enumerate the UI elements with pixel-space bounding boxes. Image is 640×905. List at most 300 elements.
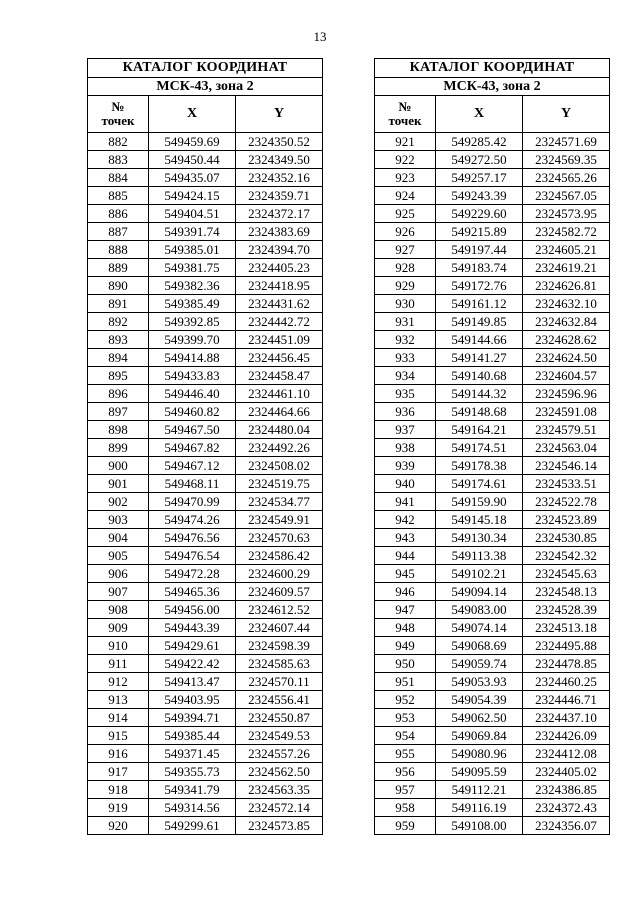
cell-point-number: 899 <box>88 439 149 457</box>
cell-point-number: 920 <box>88 817 149 835</box>
cell-point-number: 893 <box>88 331 149 349</box>
cell-y: 2324605.21 <box>523 241 610 259</box>
table-row <box>375 763 610 781</box>
table-row <box>88 817 323 835</box>
cell-x: 549392.85 <box>149 313 236 331</box>
cell-x: 549391.74 <box>149 223 236 241</box>
cell-x: 549069.84 <box>436 727 523 745</box>
cell-x: 549422.42 <box>149 655 236 673</box>
cell-x: 549062.50 <box>436 709 523 727</box>
cell-y: 2324446.71 <box>523 691 610 709</box>
table-row <box>88 583 323 601</box>
cell-x: 549399.70 <box>149 331 236 349</box>
cell-point-number: 912 <box>88 673 149 691</box>
cell-point-number: 934 <box>375 367 436 385</box>
cell-y: 2324545.63 <box>523 565 610 583</box>
table-row <box>88 385 323 403</box>
cell-point-number: 895 <box>88 367 149 385</box>
table-row <box>375 745 610 763</box>
table-row <box>88 241 323 259</box>
cell-point-number: 914 <box>88 709 149 727</box>
cell-point-number: 926 <box>375 223 436 241</box>
table-row <box>375 529 610 547</box>
cell-point-number: 918 <box>88 781 149 799</box>
cell-y: 2324456.45 <box>236 349 323 367</box>
cell-x: 549460.82 <box>149 403 236 421</box>
column-header-points-word: точек <box>388 113 422 128</box>
table-row <box>88 727 323 745</box>
cell-y: 2324598.39 <box>236 637 323 655</box>
cell-x: 549443.39 <box>149 619 236 637</box>
cell-point-number: 929 <box>375 277 436 295</box>
table-title: КАТАЛОГ КООРДИНАТ <box>88 59 323 78</box>
cell-y: 2324461.10 <box>236 385 323 403</box>
cell-y: 2324350.52 <box>236 133 323 151</box>
cell-x: 549385.01 <box>149 241 236 259</box>
column-header-points-word: точек <box>101 113 135 128</box>
cell-y: 2324600.29 <box>236 565 323 583</box>
table-row <box>88 619 323 637</box>
table-row <box>88 709 323 727</box>
cell-x: 549476.56 <box>149 529 236 547</box>
table-row <box>375 799 610 817</box>
cell-y: 2324394.70 <box>236 241 323 259</box>
cell-y: 2324562.50 <box>236 763 323 781</box>
cell-point-number: 921 <box>375 133 436 151</box>
cell-x: 549095.59 <box>436 763 523 781</box>
cell-point-number: 938 <box>375 439 436 457</box>
cell-point-number: 904 <box>88 529 149 547</box>
cell-y: 2324412.08 <box>523 745 610 763</box>
cell-point-number: 907 <box>88 583 149 601</box>
cell-point-number: 937 <box>375 421 436 439</box>
cell-y: 2324626.81 <box>523 277 610 295</box>
cell-x: 549371.45 <box>149 745 236 763</box>
cell-y: 2324405.23 <box>236 259 323 277</box>
table-row <box>88 403 323 421</box>
cell-y: 2324437.10 <box>523 709 610 727</box>
cell-x: 549299.61 <box>149 817 236 835</box>
cell-point-number: 898 <box>88 421 149 439</box>
cell-point-number: 939 <box>375 457 436 475</box>
column-header-y: Y <box>236 96 323 133</box>
cell-x: 549074.14 <box>436 619 523 637</box>
cell-y: 2324508.02 <box>236 457 323 475</box>
cell-y: 2324534.77 <box>236 493 323 511</box>
cell-point-number: 924 <box>375 187 436 205</box>
cell-point-number: 958 <box>375 799 436 817</box>
table-row <box>88 151 323 169</box>
table-row <box>375 313 610 331</box>
cell-y: 2324528.39 <box>523 601 610 619</box>
table-row <box>88 781 323 799</box>
cell-x: 549414.88 <box>149 349 236 367</box>
cell-x: 549272.50 <box>436 151 523 169</box>
cell-y: 2324565.26 <box>523 169 610 187</box>
cell-x: 549174.61 <box>436 475 523 493</box>
cell-x: 549130.34 <box>436 529 523 547</box>
cell-point-number: 886 <box>88 205 149 223</box>
cell-x: 549385.44 <box>149 727 236 745</box>
table-row <box>375 727 610 745</box>
cell-x: 549174.51 <box>436 439 523 457</box>
coordinate-catalog-table-left <box>87 58 323 835</box>
table-row <box>88 331 323 349</box>
cell-x: 549140.68 <box>436 367 523 385</box>
cell-point-number: 916 <box>88 745 149 763</box>
table-row <box>375 187 610 205</box>
table-row <box>88 493 323 511</box>
cell-point-number: 892 <box>88 313 149 331</box>
cell-y: 2324557.26 <box>236 745 323 763</box>
cell-point-number: 948 <box>375 619 436 637</box>
table-row <box>88 367 323 385</box>
table-row <box>88 205 323 223</box>
cell-point-number: 897 <box>88 403 149 421</box>
cell-x: 549456.00 <box>149 601 236 619</box>
table-row <box>88 655 323 673</box>
table-row <box>88 601 323 619</box>
table-row <box>88 349 323 367</box>
cell-x: 549435.07 <box>149 169 236 187</box>
cell-y: 2324426.09 <box>523 727 610 745</box>
table-row <box>375 385 610 403</box>
cell-y: 2324628.62 <box>523 331 610 349</box>
cell-y: 2324596.96 <box>523 385 610 403</box>
cell-y: 2324586.42 <box>236 547 323 565</box>
cell-point-number: 928 <box>375 259 436 277</box>
table-row <box>375 457 610 475</box>
table-row <box>375 493 610 511</box>
cell-y: 2324570.63 <box>236 529 323 547</box>
cell-point-number: 919 <box>88 799 149 817</box>
cell-x: 549468.11 <box>149 475 236 493</box>
cell-y: 2324478.85 <box>523 655 610 673</box>
cell-point-number: 959 <box>375 817 436 835</box>
cell-x: 549215.89 <box>436 223 523 241</box>
cell-x: 549424.15 <box>149 187 236 205</box>
table-title: КАТАЛОГ КООРДИНАТ <box>375 59 610 78</box>
cell-point-number: 935 <box>375 385 436 403</box>
column-header-x: X <box>149 96 236 133</box>
table-row <box>375 817 610 835</box>
cell-y: 2324523.89 <box>523 511 610 529</box>
cell-point-number: 955 <box>375 745 436 763</box>
table-row <box>88 637 323 655</box>
cell-x: 549083.00 <box>436 601 523 619</box>
cell-point-number: 887 <box>88 223 149 241</box>
table-row <box>375 169 610 187</box>
table-row <box>375 565 610 583</box>
cell-y: 2324609.57 <box>236 583 323 601</box>
table-body <box>88 133 323 835</box>
cell-y: 2324571.69 <box>523 133 610 151</box>
cell-x: 549053.93 <box>436 673 523 691</box>
cell-x: 549429.61 <box>149 637 236 655</box>
cell-point-number: 883 <box>88 151 149 169</box>
cell-x: 549243.39 <box>436 187 523 205</box>
cell-y: 2324405.02 <box>523 763 610 781</box>
cell-point-number: 884 <box>88 169 149 187</box>
table-row <box>375 295 610 313</box>
cell-y: 2324619.21 <box>523 259 610 277</box>
cell-x: 549413.47 <box>149 673 236 691</box>
table-row <box>88 565 323 583</box>
table-row <box>375 223 610 241</box>
table-row <box>375 259 610 277</box>
cell-x: 549080.96 <box>436 745 523 763</box>
cell-point-number: 903 <box>88 511 149 529</box>
table-row <box>88 169 323 187</box>
column-header-number-sign: № <box>398 99 412 114</box>
table-row <box>375 619 610 637</box>
table-row <box>375 691 610 709</box>
table-row <box>375 403 610 421</box>
cell-x: 549159.90 <box>436 493 523 511</box>
cell-x: 549116.19 <box>436 799 523 817</box>
cell-x: 549164.21 <box>436 421 523 439</box>
cell-x: 549178.38 <box>436 457 523 475</box>
table-row <box>88 745 323 763</box>
cell-y: 2324632.84 <box>523 313 610 331</box>
cell-y: 2324458.47 <box>236 367 323 385</box>
table-row <box>375 331 610 349</box>
cell-point-number: 952 <box>375 691 436 709</box>
cell-y: 2324612.52 <box>236 601 323 619</box>
cell-point-number: 940 <box>375 475 436 493</box>
cell-point-number: 922 <box>375 151 436 169</box>
table-subtitle: МСК-43, зона 2 <box>375 78 610 96</box>
cell-x: 549112.21 <box>436 781 523 799</box>
table-row <box>375 421 610 439</box>
cell-x: 549094.14 <box>436 583 523 601</box>
table-row <box>88 457 323 475</box>
table-row <box>88 313 323 331</box>
cell-x: 549149.85 <box>436 313 523 331</box>
cell-y: 2324492.26 <box>236 439 323 457</box>
table-row <box>375 655 610 673</box>
cell-x: 549385.49 <box>149 295 236 313</box>
cell-y: 2324530.85 <box>523 529 610 547</box>
cell-point-number: 891 <box>88 295 149 313</box>
cell-y: 2324372.17 <box>236 205 323 223</box>
cell-x: 549229.60 <box>436 205 523 223</box>
cell-y: 2324495.88 <box>523 637 610 655</box>
column-header-x: X <box>436 96 523 133</box>
cell-y: 2324573.85 <box>236 817 323 835</box>
cell-point-number: 943 <box>375 529 436 547</box>
coordinate-catalog-table-right <box>374 58 610 835</box>
cell-point-number: 956 <box>375 763 436 781</box>
cell-y: 2324548.13 <box>523 583 610 601</box>
cell-point-number: 931 <box>375 313 436 331</box>
cell-y: 2324418.95 <box>236 277 323 295</box>
cell-x: 549403.95 <box>149 691 236 709</box>
cell-y: 2324632.10 <box>523 295 610 313</box>
table-row <box>88 133 323 151</box>
cell-x: 549141.27 <box>436 349 523 367</box>
cell-x: 549467.82 <box>149 439 236 457</box>
column-header-y: Y <box>523 96 610 133</box>
table-row <box>88 475 323 493</box>
table-row <box>375 151 610 169</box>
cell-y: 2324567.05 <box>523 187 610 205</box>
cell-x: 549197.44 <box>436 241 523 259</box>
cell-x: 549450.44 <box>149 151 236 169</box>
table-row <box>88 547 323 565</box>
cell-x: 549476.54 <box>149 547 236 565</box>
cell-point-number: 942 <box>375 511 436 529</box>
column-header-point-number <box>375 96 436 133</box>
cell-point-number: 909 <box>88 619 149 637</box>
cell-point-number: 906 <box>88 565 149 583</box>
cell-x: 549108.00 <box>436 817 523 835</box>
table-row <box>375 277 610 295</box>
cell-point-number: 908 <box>88 601 149 619</box>
cell-point-number: 927 <box>375 241 436 259</box>
cell-x: 549465.36 <box>149 583 236 601</box>
cell-point-number: 905 <box>88 547 149 565</box>
cell-y: 2324563.35 <box>236 781 323 799</box>
cell-y: 2324513.18 <box>523 619 610 637</box>
table-subtitle: МСК-43, зона 2 <box>88 78 323 96</box>
cell-y: 2324550.87 <box>236 709 323 727</box>
cell-y: 2324624.50 <box>523 349 610 367</box>
cell-point-number: 944 <box>375 547 436 565</box>
cell-y: 2324569.35 <box>523 151 610 169</box>
cell-y: 2324607.44 <box>236 619 323 637</box>
cell-y: 2324442.72 <box>236 313 323 331</box>
table-row <box>375 205 610 223</box>
cell-point-number: 954 <box>375 727 436 745</box>
cell-x: 549148.68 <box>436 403 523 421</box>
cell-x: 549474.26 <box>149 511 236 529</box>
cell-y: 2324579.51 <box>523 421 610 439</box>
cell-x: 549382.36 <box>149 277 236 295</box>
cell-x: 549459.69 <box>149 133 236 151</box>
cell-y: 2324549.53 <box>236 727 323 745</box>
table-row <box>88 529 323 547</box>
table-row <box>375 349 610 367</box>
cell-y: 2324556.41 <box>236 691 323 709</box>
cell-point-number: 913 <box>88 691 149 709</box>
cell-point-number: 933 <box>375 349 436 367</box>
cell-y: 2324572.14 <box>236 799 323 817</box>
cell-y: 2324585.63 <box>236 655 323 673</box>
cell-y: 2324519.75 <box>236 475 323 493</box>
cell-y: 2324372.43 <box>523 799 610 817</box>
table-row <box>88 673 323 691</box>
cell-point-number: 941 <box>375 493 436 511</box>
cell-point-number: 951 <box>375 673 436 691</box>
cell-y: 2324542.32 <box>523 547 610 565</box>
cell-x: 549433.83 <box>149 367 236 385</box>
cell-x: 549113.38 <box>436 547 523 565</box>
cell-y: 2324359.71 <box>236 187 323 205</box>
cell-x: 549394.71 <box>149 709 236 727</box>
cell-y: 2324383.69 <box>236 223 323 241</box>
cell-point-number: 900 <box>88 457 149 475</box>
cell-point-number: 946 <box>375 583 436 601</box>
table-row <box>375 673 610 691</box>
cell-point-number: 945 <box>375 565 436 583</box>
cell-point-number: 888 <box>88 241 149 259</box>
table-row <box>88 691 323 709</box>
cell-y: 2324563.04 <box>523 439 610 457</box>
cell-point-number: 910 <box>88 637 149 655</box>
cell-x: 549144.32 <box>436 385 523 403</box>
cell-point-number: 917 <box>88 763 149 781</box>
cell-point-number: 923 <box>375 169 436 187</box>
cell-x: 549144.66 <box>436 331 523 349</box>
table-row <box>375 439 610 457</box>
cell-point-number: 915 <box>88 727 149 745</box>
cell-x: 549314.56 <box>149 799 236 817</box>
cell-x: 549355.73 <box>149 763 236 781</box>
cell-point-number: 936 <box>375 403 436 421</box>
table-row <box>375 475 610 493</box>
cell-x: 549467.12 <box>149 457 236 475</box>
cell-point-number: 911 <box>88 655 149 673</box>
table-row <box>88 259 323 277</box>
cell-point-number: 947 <box>375 601 436 619</box>
table-body <box>375 133 610 835</box>
cell-x: 549470.99 <box>149 493 236 511</box>
cell-x: 549404.51 <box>149 205 236 223</box>
table-row <box>88 277 323 295</box>
cell-y: 2324460.25 <box>523 673 610 691</box>
cell-x: 549068.69 <box>436 637 523 655</box>
cell-y: 2324549.91 <box>236 511 323 529</box>
cell-y: 2324356.07 <box>523 817 610 835</box>
table-row <box>88 223 323 241</box>
cell-x: 549285.42 <box>436 133 523 151</box>
cell-point-number: 930 <box>375 295 436 313</box>
cell-y: 2324546.14 <box>523 457 610 475</box>
table-row <box>375 637 610 655</box>
cell-x: 549446.40 <box>149 385 236 403</box>
cell-point-number: 902 <box>88 493 149 511</box>
cell-y: 2324573.95 <box>523 205 610 223</box>
cell-point-number: 950 <box>375 655 436 673</box>
cell-point-number: 890 <box>88 277 149 295</box>
cell-y: 2324349.50 <box>236 151 323 169</box>
cell-x: 549145.18 <box>436 511 523 529</box>
cell-y: 2324352.16 <box>236 169 323 187</box>
cell-x: 549341.79 <box>149 781 236 799</box>
column-header-point-number <box>88 96 149 133</box>
cell-y: 2324582.72 <box>523 223 610 241</box>
cell-point-number: 901 <box>88 475 149 493</box>
cell-y: 2324451.09 <box>236 331 323 349</box>
cell-point-number: 953 <box>375 709 436 727</box>
cell-x: 549161.12 <box>436 295 523 313</box>
table-row <box>375 241 610 259</box>
cell-x: 549054.39 <box>436 691 523 709</box>
cell-x: 549467.50 <box>149 421 236 439</box>
cell-x: 549381.75 <box>149 259 236 277</box>
cell-point-number: 932 <box>375 331 436 349</box>
cell-y: 2324464.66 <box>236 403 323 421</box>
table-row <box>375 511 610 529</box>
table-row <box>88 439 323 457</box>
cell-point-number: 885 <box>88 187 149 205</box>
cell-x: 549172.76 <box>436 277 523 295</box>
cell-x: 549059.74 <box>436 655 523 673</box>
table-row <box>88 421 323 439</box>
cell-point-number: 896 <box>88 385 149 403</box>
table-row <box>375 709 610 727</box>
